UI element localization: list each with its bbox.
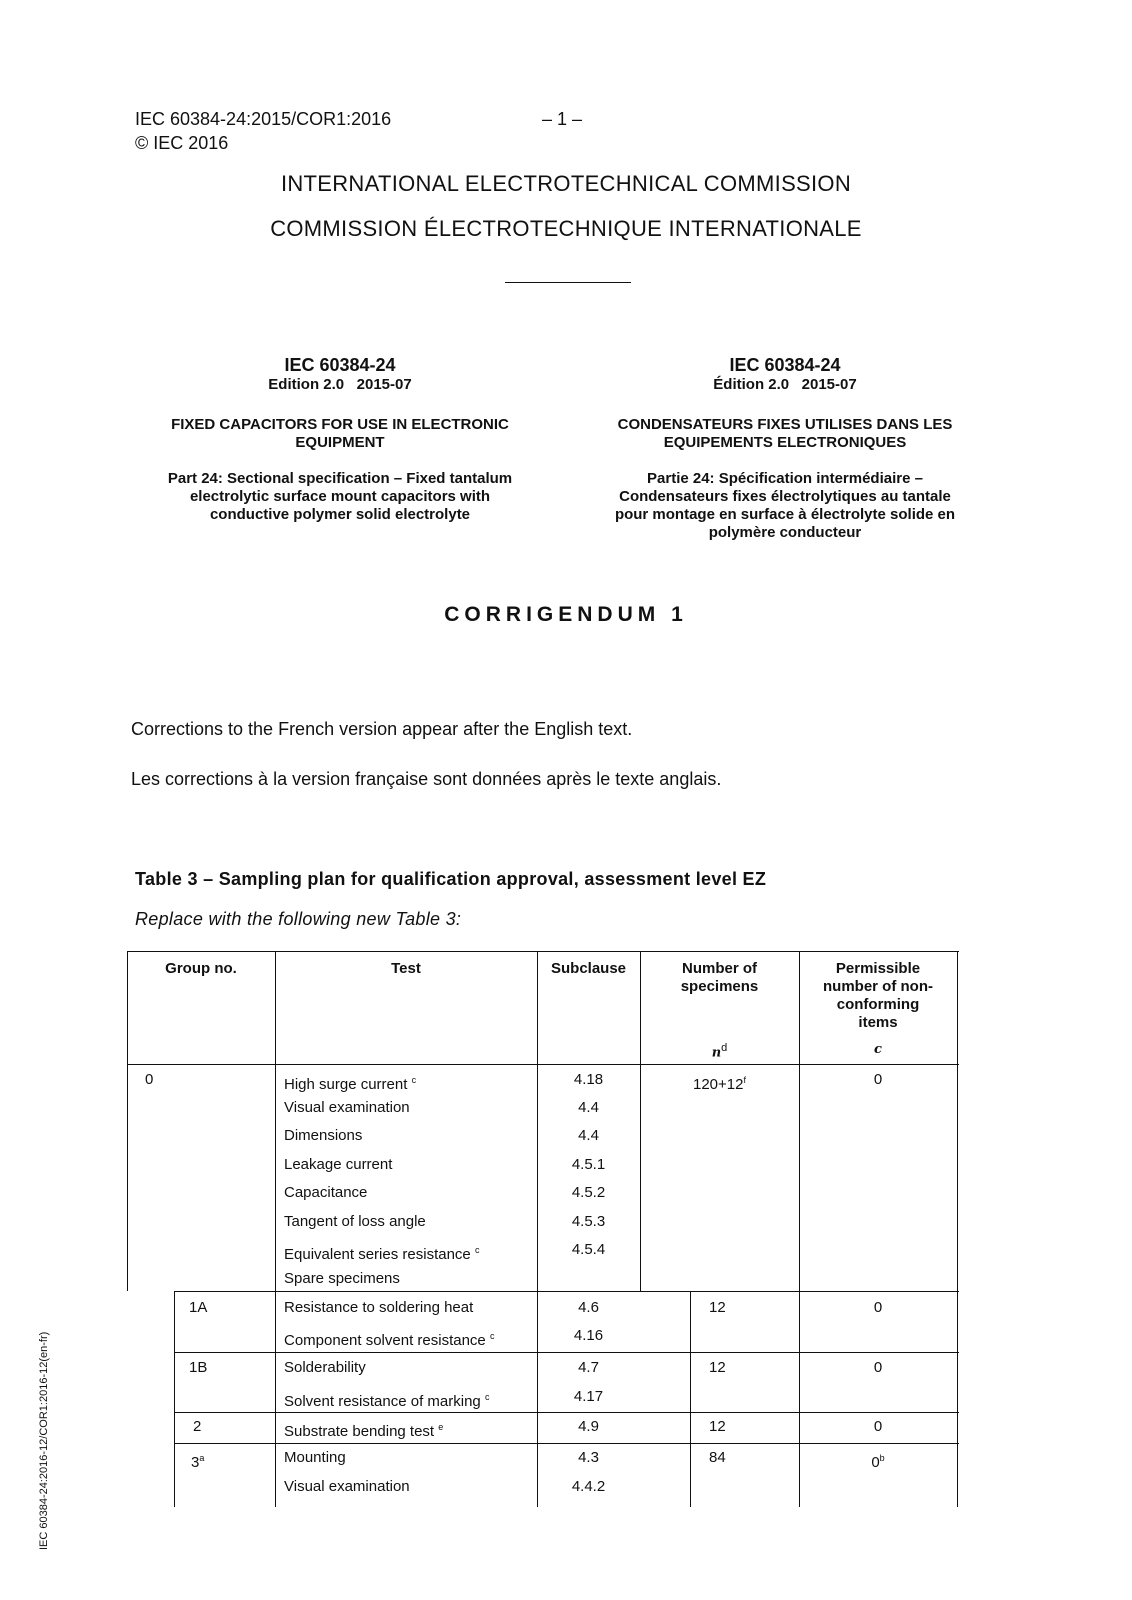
test-name: Solderability	[284, 1359, 366, 1376]
standard-id-en: IEC 60384-24	[284, 355, 396, 375]
group-0-border	[127, 1064, 128, 1291]
table-border	[127, 951, 959, 952]
divider	[505, 282, 631, 283]
part-title-en-line: electrolytic surface mount capacitors with	[189, 488, 491, 505]
column-header-group: Group no.	[165, 960, 237, 977]
test-label: Substrate bending test	[284, 1423, 435, 1440]
footnote-ref: a	[199, 1453, 205, 1463]
group-number: 1B	[189, 1359, 208, 1376]
test-name	[284, 1241, 479, 1264]
specimen-count: 12	[709, 1359, 726, 1376]
part-title-fr-line: polymère conducteur	[708, 524, 862, 541]
header-line: items	[858, 1014, 898, 1031]
header-separator	[127, 1064, 959, 1065]
footnote-ref: f	[743, 1075, 746, 1085]
footnote-ref: e	[438, 1422, 444, 1432]
title-fr	[585, 416, 985, 452]
nonconforming-count: 0	[873, 1359, 883, 1376]
group-separator	[174, 1412, 959, 1413]
group-separator	[174, 1291, 959, 1292]
subclause: 4.5.1	[571, 1156, 606, 1173]
nonconforming-count: 0	[873, 1071, 883, 1088]
group-number: 2	[193, 1418, 202, 1435]
organization-name-en: INTERNATIONAL ELECTROTECHNICAL COMMISSION	[280, 171, 852, 196]
copyright-notice: © IEC 2016	[135, 133, 229, 153]
nonconforming-count: 0	[873, 1299, 883, 1316]
group-number	[191, 1449, 204, 1472]
header-line: Number of	[682, 960, 757, 977]
subclause: 4.16	[573, 1327, 604, 1344]
header-line: Permissible	[835, 960, 921, 977]
part-title-en-line: Part 24: Sectional specification – Fixed tantalum	[167, 470, 513, 487]
footnote-ref: c	[484, 1392, 490, 1402]
column-header-nonconforming	[799, 960, 957, 1032]
nonconforming-count: 0	[873, 1418, 883, 1435]
test-name	[284, 1388, 489, 1411]
footnote-ref: c	[474, 1245, 480, 1255]
table-instruction: Replace with the following new Table 3:	[135, 909, 462, 929]
title-fr-line: EQUIPEMENTS ELECTRONIQUES	[663, 434, 907, 451]
test-name: Visual examination	[284, 1099, 410, 1116]
group-label: 3	[191, 1454, 200, 1471]
subclause: 4.4	[578, 1099, 599, 1116]
test-label: Equivalent series resistance	[284, 1246, 471, 1263]
nonconforming-value: 0	[871, 1454, 880, 1471]
symbol-n-letter: n	[711, 1045, 722, 1061]
subclause: 4.17	[573, 1388, 604, 1405]
footnote-ref: b	[879, 1453, 885, 1463]
symbol-c: c	[874, 1042, 882, 1057]
test-name: Spare specimens	[284, 1270, 400, 1287]
sampling-plan-table	[127, 951, 959, 1507]
corrigendum-title: CORRIGENDUM 1	[444, 603, 688, 626]
subclause: 4.6	[578, 1299, 599, 1316]
standard-id-fr: IEC 60384-24	[729, 355, 841, 375]
english-title-block	[140, 354, 540, 524]
specimen-count	[640, 1071, 799, 1094]
table-border	[957, 951, 958, 1507]
page-number: – 1 –	[542, 109, 583, 129]
specimen-count: 84	[709, 1449, 726, 1466]
test-name	[284, 1418, 443, 1441]
group-number: 0	[145, 1071, 154, 1088]
part-title-en	[140, 470, 540, 524]
subclause: 4.4.2	[571, 1478, 606, 1495]
title-en	[140, 416, 540, 452]
intro-fr: Les corrections à la version française sont données après le texte anglais.	[131, 769, 722, 789]
test-name: Dimensions	[284, 1127, 363, 1144]
subclause: 4.3	[578, 1449, 599, 1466]
header-line: specimens	[680, 978, 759, 995]
test-label: High surge current	[284, 1076, 408, 1093]
part-title-fr	[585, 470, 985, 542]
intro-en: Corrections to the French version appear after the English text.	[131, 719, 633, 739]
group-separator	[174, 1443, 959, 1444]
subclause: 4.18	[573, 1071, 604, 1088]
column-header-test: Test	[391, 960, 421, 977]
nonconforming-count	[799, 1449, 957, 1472]
specimen-value: 120+12	[693, 1076, 744, 1093]
test-name: Tangent of loss angle	[284, 1213, 426, 1230]
header-line: conforming	[836, 996, 920, 1013]
organization-name-fr: COMMISSION ÉLECTROTECHNIQUE INTERNATIONALE	[270, 216, 862, 241]
edition-en: Edition 2.0 2015-07	[268, 376, 412, 393]
column-divider	[640, 951, 641, 1291]
test-name	[284, 1327, 494, 1350]
column-header-subclause: Subclause	[550, 960, 627, 977]
test-name	[284, 1071, 416, 1094]
subclause: 4.5.3	[571, 1213, 606, 1230]
footnote-ref: c	[489, 1331, 495, 1341]
column-header-specimens	[640, 960, 799, 996]
symbol-n-note: d	[721, 1042, 728, 1054]
test-name: Resistance to soldering heat	[284, 1299, 474, 1316]
side-document-id-text: IEC 60384-24:2016-12/COR1:2016-12(en-fr)	[38, 1331, 50, 1550]
symbol-n	[640, 1042, 799, 1060]
subclause: 4.5.2	[571, 1184, 606, 1201]
group-number: 1A	[189, 1299, 208, 1316]
edition-fr: Édition 2.0 2015-07	[713, 376, 857, 393]
column-divider	[690, 1291, 691, 1507]
specimen-count: 12	[709, 1299, 726, 1316]
column-divider	[275, 951, 276, 1507]
test-name: Mounting	[284, 1449, 346, 1466]
side-document-id	[38, 1290, 54, 1550]
header-doc-reference	[135, 107, 391, 155]
french-title-block	[585, 354, 985, 542]
header-line: number of non-	[823, 978, 933, 995]
subclause: 4.9	[578, 1418, 599, 1435]
title-en-line: FIXED CAPACITORS FOR USE IN ELECTRONIC	[171, 416, 509, 433]
test-name: Visual examination	[284, 1478, 410, 1495]
test-label: Solvent resistance of marking	[284, 1393, 481, 1410]
part-title-fr-line: Partie 24: Spécification intermédiaire –	[647, 470, 923, 487]
test-name: Capacitance	[284, 1184, 368, 1201]
title-fr-line: CONDENSATEURS FIXES UTILISES DANS LES	[617, 416, 953, 433]
subclause: 4.5.4	[571, 1241, 606, 1258]
subclause: 4.4	[578, 1127, 599, 1144]
title-en-line: EQUIPMENT	[295, 434, 385, 451]
group-separator	[174, 1352, 959, 1353]
specimen-count: 12	[709, 1418, 726, 1435]
part-title-fr-line: pour montage en surface à électrolyte solide en	[614, 506, 956, 523]
table-heading: Table 3 – Sampling plan for qualification approval, assessment level EZ	[135, 869, 767, 889]
footnote-ref: c	[411, 1075, 417, 1085]
test-name: Leakage current	[284, 1156, 393, 1173]
part-title-en-line: conductive polymer solid electrolyte	[209, 506, 471, 523]
test-label: Component solvent resistance	[284, 1332, 486, 1349]
part-title-fr-line: Condensateurs fixes électrolytiques au tantale	[619, 488, 951, 505]
doc-reference: IEC 60384-24:2015/COR1:2016	[135, 109, 392, 129]
subgroup-border	[174, 1291, 175, 1507]
subclause: 4.7	[578, 1359, 599, 1376]
